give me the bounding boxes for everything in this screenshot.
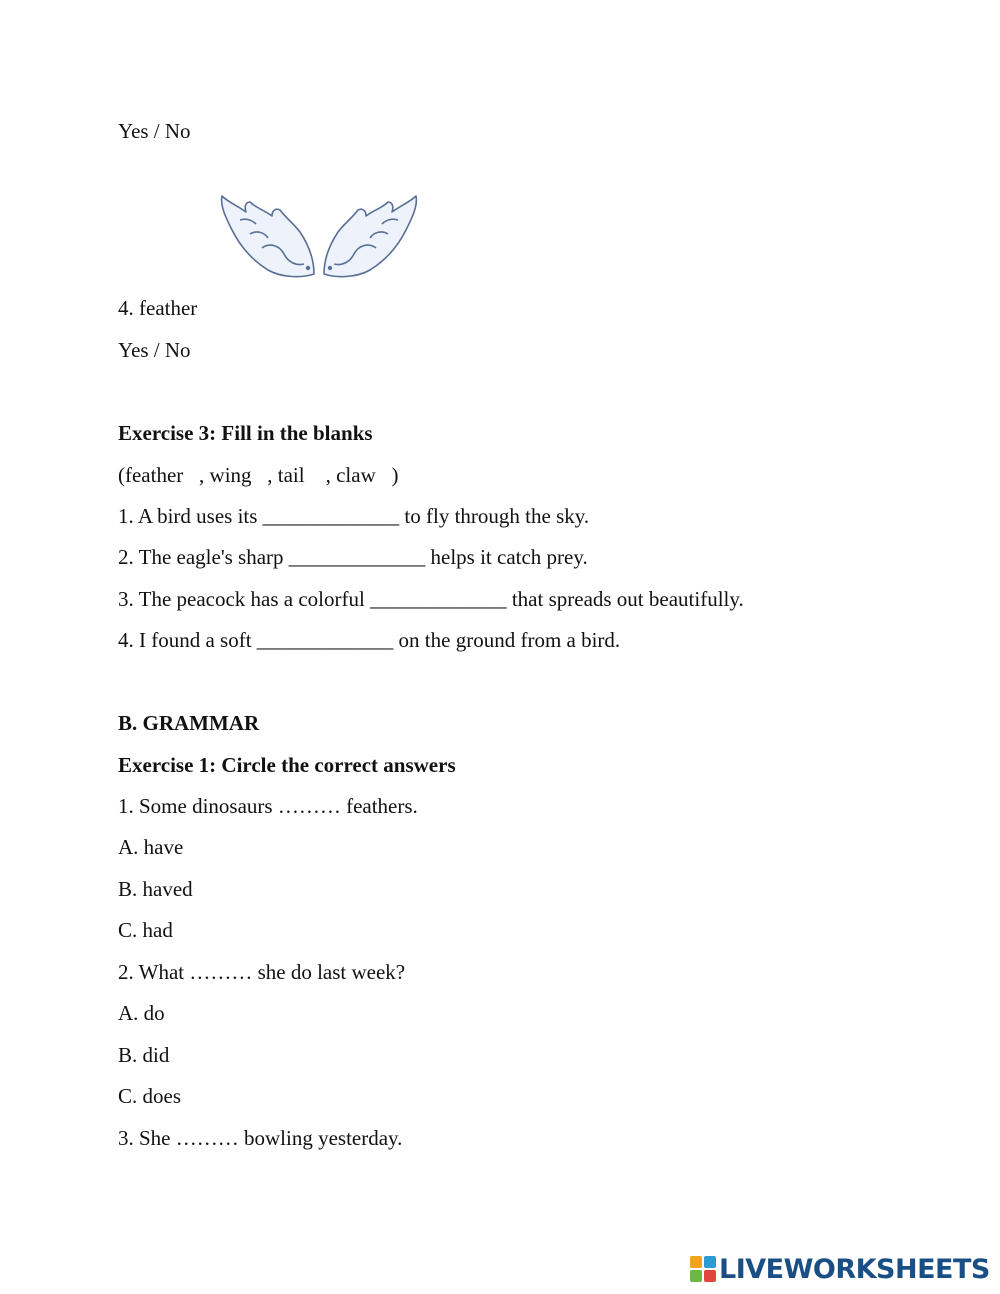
grammar-heading: B. GRAMMAR: [118, 711, 260, 735]
liveworksheets-logo: [690, 1252, 990, 1286]
question-1-option-a[interactable]: A. have: [118, 835, 184, 859]
question-2-option-a[interactable]: A. do: [118, 1001, 165, 1025]
fill-blank-item-1: 1. A bird uses its _____________ to fly through the sky.: [118, 504, 590, 528]
question-1-option-b[interactable]: B. haved: [118, 877, 193, 901]
question-2-option-c[interactable]: C. does: [118, 1084, 181, 1108]
answer-yes-no-3: Yes / No: [118, 119, 191, 143]
grammar-exercise-1-title: Exercise 1: Circle the correct answers: [118, 753, 456, 777]
exercise-3-title: Exercise 3: Fill in the blanks: [118, 421, 373, 445]
question-2-option-b[interactable]: B. did: [118, 1043, 170, 1067]
word-bank: (feather , wing , tail , claw ): [118, 463, 399, 487]
vocab-item-4: 4. feather: [118, 296, 198, 320]
liveworksheets-logo-text: LIVEWORKSHEETS: [719, 1253, 990, 1285]
fill-blank-item-4: 4. I found a soft _____________ on the ground from a bird.: [118, 628, 621, 652]
question-3: 3. She ……… bowling yesterday.: [118, 1126, 403, 1150]
question-2: 2. What ……… she do last week?: [118, 960, 406, 984]
fill-blank-item-2: 2. The eagle's sharp _____________ helps it catch prey.: [118, 545, 588, 569]
liveworksheets-logo-icon: [690, 1256, 716, 1282]
answer-yes-no-4: Yes / No: [118, 338, 191, 362]
question-1: 1. Some dinosaurs ……… feathers.: [118, 794, 418, 818]
fill-blank-item-3: 3. The peacock has a colorful _____________ that spreads out beautifully.: [118, 587, 744, 611]
question-1-option-c[interactable]: C. had: [118, 918, 173, 942]
wings-image: [216, 190, 422, 284]
